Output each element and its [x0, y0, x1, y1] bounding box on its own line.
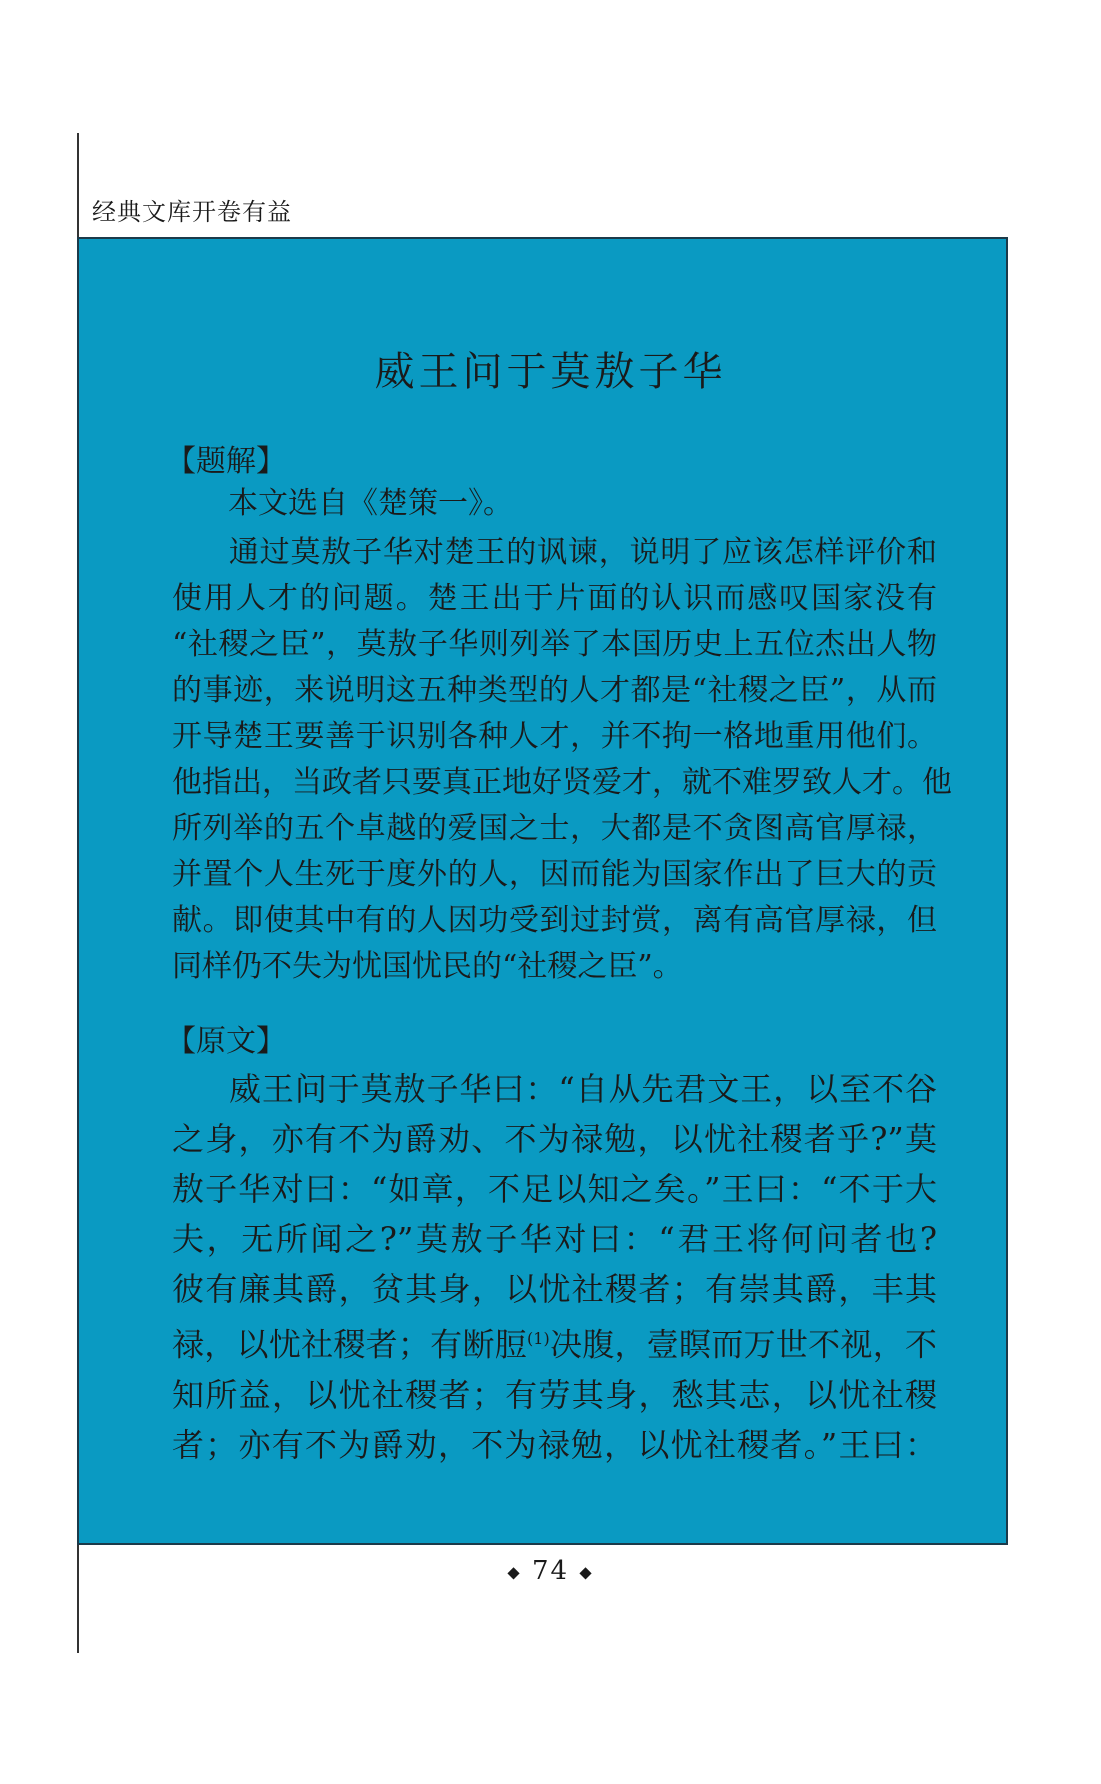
- text-line: “社稷之臣”，莫敖子华则列举了本国历史上五位杰出人物: [172, 627, 937, 662]
- text-line: 敖子华对曰：“如章，不足以知之矣。”王曰：“不于大: [172, 1170, 937, 1208]
- page-number-value: 74: [531, 1556, 570, 1586]
- text-line: 知所益，以忧社稷者；有劳其身，愁其志，以忧社稷: [172, 1375, 937, 1414]
- text-line: 的事迹，来说明这五种类型的人才都是“社稷之臣”，从而: [172, 673, 937, 708]
- text-line: 使用人才的问题。楚王出于片面的认识而感叹国家没有: [172, 581, 937, 616]
- text-line: 开导楚王要善于识别各种人才，并不拘一格地重用他们。: [172, 719, 937, 754]
- text-line: 者；亦有不为爵劝，不为禄勉，以忧社稷者。”王曰：: [172, 1425, 937, 1464]
- text-line: 禄，以忧社稷者；有断脰$^{(1)}$决腹，壹瞑而万世不视，不: [172, 1325, 937, 1364]
- text-line: 彼有廉其爵，贫其身，以忧社稷者；有崇其爵，丰其: [172, 1270, 937, 1308]
- yuanwen-paragraph: [172, 1064, 937, 1470]
- text-line: 所列举的五个卓越的爱国之士，大都是不贪图高官厚禄，: [172, 811, 937, 846]
- tijie-paragraph-2: [172, 530, 952, 990]
- text-line: 献。即使其中有的人因功受到过封赏，离有高官厚禄，但: [172, 903, 937, 938]
- section-heading-yuanwen: 【原文】: [166, 1024, 286, 1059]
- running-header: 经典文库开卷有益: [92, 198, 292, 226]
- page-number: [0, 1556, 1101, 1586]
- chapter-title: 威王问于莫敖子华: [374, 349, 727, 395]
- text-line: 威王问于莫敖子华曰：“自从先君文王，以至不谷: [228, 1070, 937, 1108]
- diamond-ornament-icon: ◆: [579, 1562, 594, 1582]
- text-line: 通过莫敖子华对楚王的讽谏，说明了应该怎样评价和: [228, 535, 937, 570]
- tijie-paragraph-1: [172, 484, 937, 524]
- text-line: 并置个人生死于度外的人，因而能为国家作出了巨大的贡: [172, 857, 937, 892]
- text-line: 之身，亦有不为爵劝、不为禄勉，以忧社稷者乎?”莫: [172, 1120, 937, 1158]
- text-line: 夫，无所闻之?”莫敖子华对曰：“君王将何问者也?: [172, 1220, 937, 1258]
- rare-character: 脰: [494, 1325, 528, 1364]
- diamond-ornament-icon: ◆: [507, 1562, 522, 1582]
- text-line: 本文选自《楚策一》。: [228, 486, 513, 521]
- text-line: 他指出，当政者只要真正地好贤爱才，就不难罗致人才。他: [172, 765, 952, 800]
- footnote-marker[interactable]: (1): [527, 1329, 550, 1348]
- text-line: 同样仍不失为忧国忧民的“社稷之臣”。: [172, 949, 683, 984]
- section-heading-tijie: 【题解】: [166, 444, 286, 479]
